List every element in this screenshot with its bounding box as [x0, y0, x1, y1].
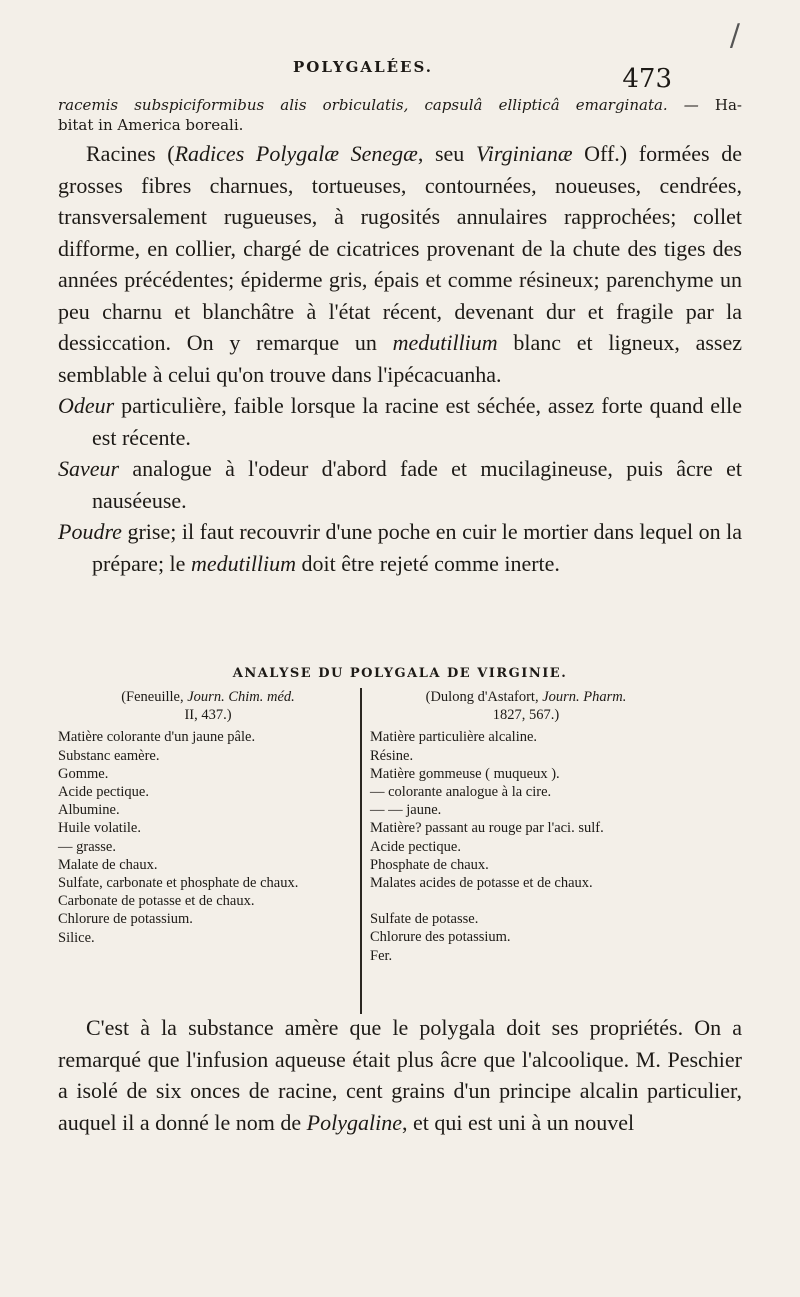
analysis-item: Sulfate de potasse. — [370, 911, 479, 928]
analysis-item: Phosphate de chaux. — [370, 856, 489, 873]
analysis-item: Gomme. — [58, 765, 109, 782]
paragraph-saveur: Saveur analogue à l'odeur d'abord fade et mucilagineuse, puis âcre et nauséeuse. — [58, 456, 742, 513]
analysis-item: Sulfate, carbonate et phosphate de chaux. — [58, 875, 299, 892]
analysis-left-column — [58, 688, 358, 947]
latin-line-2: bitat in America boreali. — [58, 116, 244, 134]
analysis-item: Huile volatile. — [58, 820, 141, 837]
analysis-item: Fer. — [370, 947, 393, 964]
closing-paragraph: C'est à la substance amère que le polygala doit ses propriétés. On a remarqué que l'infusion aqueuse était plus âcre que l'alcoolique. M. Peschier a isolé de six onces de racine, cent grains d'un principe alcalin particulier, auquel il a donné le nom de Polygaline, et qui est uni à un nouvel — [58, 1015, 742, 1135]
column-divider — [360, 688, 362, 1014]
analysis-item: Malate de chaux. — [58, 856, 158, 873]
analysis-item: Silice. — [58, 929, 95, 946]
paragraph-racines: Racines (Radices Polygalæ Senegæ, seu Virginianæ Off.) formées de grosses fibres charnues, tortueuses, contournées, noueuses, cendrées, transversalement rugueuses, à rugosités annulaires rapprochées; collet difforme, en collier, chargé de cicatrices provenant de la chute des tiges des années précédentes; épiderme gris, épais et comme résineux; parenchyme un peu charnu et blanchâtre à l'état récent, devenant dur et fragile par la dessiccation. On y remarque un medutillium blanc et ligneux, assez semblable à celui qu'on trouve dans l'ipécacuanha. — [58, 141, 743, 387]
running-title: POLYGALÉES. — [292, 58, 434, 76]
analysis-item: — — jaune. — [370, 802, 442, 819]
analysis-right-column — [370, 688, 682, 965]
main-text — [58, 138, 742, 579]
analysis-item: Carbonate de potasse et de chaux. — [58, 893, 255, 910]
paragraph-poudre: Poudre grise; il faut recouvrir d'une poche en cuir le mortier dans lequel on la prépare; le medutillium doit être rejeté comme inerte. — [58, 519, 742, 576]
paragraph-odeur: Odeur particulière, faible lorsque la racine est séchée, assez forte quand elle est récente. — [58, 393, 742, 450]
analysis-item: Chlorure des potassium. — [370, 929, 511, 946]
analysis-item: Malates acides de potasse et de chaux. — [370, 875, 593, 892]
page-number: 473 — [622, 64, 672, 94]
analysis-item: Matière? passant au rouge par l'aci. sulf. — [370, 820, 604, 837]
analysis-item: Matière gommeuse ( muqueux ). — [370, 765, 560, 782]
margin-mark: / — [729, 18, 740, 53]
analysis-title: ANALYSE DU POLYGALA DE VIRGINIE. — [232, 666, 568, 681]
analysis-item: — grasse. — [58, 838, 116, 855]
latin-line-1-end: Ha- — [714, 96, 742, 114]
analysis-item: Albumine. — [58, 802, 120, 819]
analysis-item: Acide pectique. — [58, 784, 149, 801]
analysis-item: Matière colorante d'un jaune pâle. — [58, 729, 256, 746]
analysis-item: Substanc eamère. — [58, 747, 160, 764]
latin-line-1: racemis subspiciformibus alis orbiculatis, capsulâ ellipticâ emarginata. — — [58, 96, 715, 114]
analysis-item: Résine. — [370, 747, 414, 764]
analysis-item: — colorante analogue à la cire. — [370, 784, 552, 801]
analysis-item: Matière particulière alcaline. — [370, 729, 538, 746]
left-source: (Feneuille, Journ. Chim. méd. II, 437.) — [121, 689, 295, 724]
analysis-item: Acide pectique. — [370, 838, 461, 855]
analysis-item: Chlorure de potassium. — [58, 911, 193, 928]
latin-description — [58, 95, 742, 135]
right-source: (Dulong d'Astafort, Journ. Pharm. 1827, 567.) — [425, 689, 627, 724]
